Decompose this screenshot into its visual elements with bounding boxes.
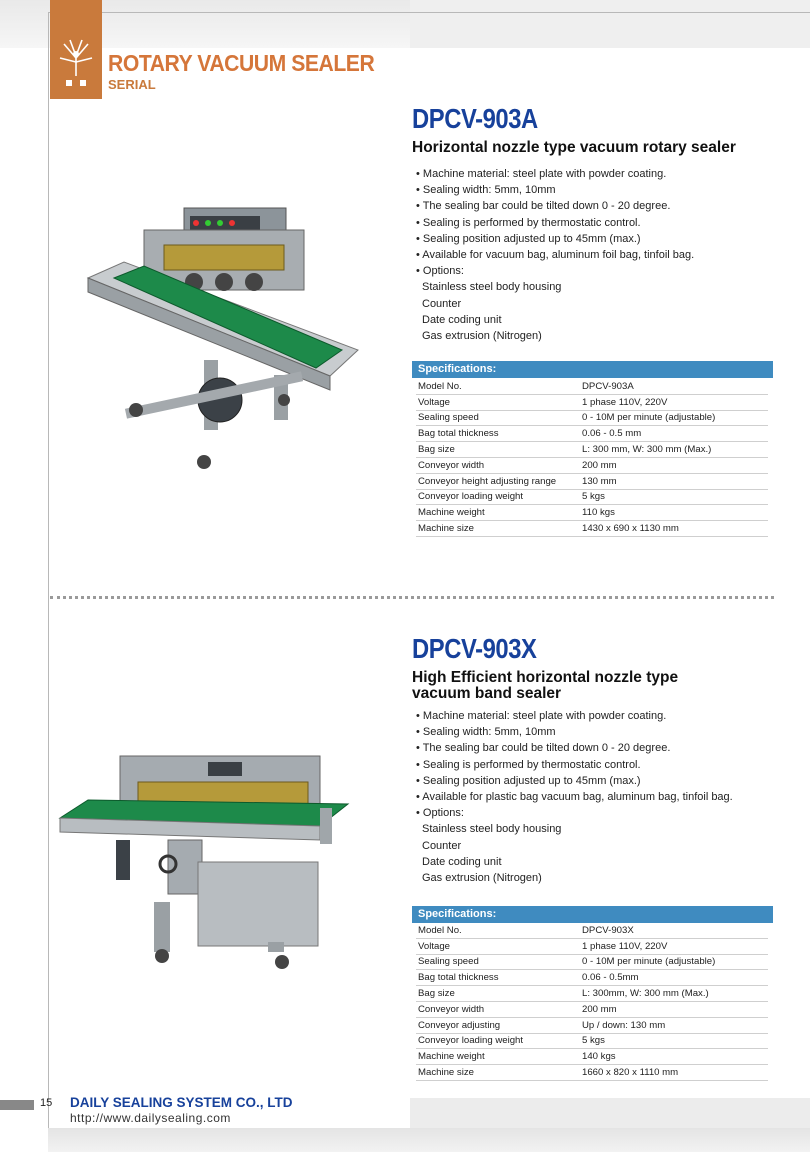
spec-key: Model No. [416,379,580,394]
spec-value: 5 kgs [580,1033,768,1049]
spec-value: 200 mm [580,457,768,473]
feature-item: • Available for plastic bag vacuum bag, aluminum bag, tinfoil bag. [416,791,733,804]
option-item: Stainless steel body housing [422,823,562,836]
spec-value: 200 mm [580,1001,768,1017]
spec-value: Up / down: 130 mm [580,1017,768,1033]
spec-value: 1 phase 110V, 220V [580,938,768,954]
section-title: ROTARY VACUUM SEALER [108,50,375,76]
section-subtitle: SERIAL [108,77,156,92]
table-row [416,379,768,394]
spec-key: Bag size [416,442,580,458]
table-row [416,505,768,521]
product1-name: Horizontal nozzle type vacuum rotary sealer [412,139,736,156]
logo-flower-icon [54,36,98,88]
product1-model: DPCV-903A [412,103,538,134]
spec-value: 0 - 10M per minute (adjustable) [580,954,768,970]
option-item: Stainless steel body housing [422,281,562,294]
footer-bottom-band [48,1128,810,1152]
rotary-sealer-image [84,200,374,480]
spec-key: Machine weight [416,1049,580,1065]
feature-item: • Available for vacuum bag, aluminum foil bag, tinfoil bag. [416,249,695,262]
product1-features [416,166,694,344]
product2-spec-table [416,923,768,1081]
spec-key: Bag total thickness [416,426,580,442]
spec-value: 1430 x 690 x 1130 mm [580,521,768,537]
feature-item: • Sealing position adjusted up to 45mm (max.) [416,232,641,245]
spec-key: Sealing speed [416,954,580,970]
table-row [416,426,768,442]
table-row [416,938,768,954]
spec-key: Machine weight [416,505,580,521]
product2-name-line2: vacuum band sealer [412,685,562,702]
product2-features [416,708,733,886]
table-row [416,457,768,473]
product2-spec-header: Specifications: [412,906,773,923]
table-row [416,442,768,458]
spec-key: Conveyor loading weight [416,1033,580,1049]
spec-value: 0 - 10M per minute (adjustable) [580,410,768,426]
feature-item: • The sealing bar could be tilted down 0 - 20 degree. [416,200,671,213]
spec-value: 140 kgs [580,1049,768,1065]
spec-key: Machine size [416,521,580,537]
table-row [416,1033,768,1049]
spec-value: 1660 x 820 x 1110 mm [580,1065,768,1081]
spec-value: L: 300 mm, W: 300 mm (Max.) [580,442,768,458]
page-number-bar [0,1100,34,1110]
table-row [416,473,768,489]
table-row [416,1049,768,1065]
spec-key: Conveyor width [416,457,580,473]
feature-item: • Sealing width: 5mm, 10mm [416,184,556,197]
company-name: DAILY SEALING SYSTEM CO., LTD [70,1095,293,1110]
spec-key: Machine size [416,1065,580,1081]
table-row [416,970,768,986]
table-row [416,1017,768,1033]
brand-logo [50,0,102,99]
feature-item: • Machine material: steel plate with powder coating. [416,710,667,722]
option-item: Gas extrusion (Nitrogen) [422,330,542,343]
feature-item: • Sealing position adjusted up to 45mm (max.) [416,774,641,787]
spec-value: DPCV-903A [580,379,768,394]
spec-value: 110 kgs [580,505,768,521]
feature-item: • Options: [416,807,464,820]
product2-name-line1: High Efficient horizontal nozzle type [412,669,679,686]
feature-item: • Options: [416,265,464,278]
table-row [416,410,768,426]
company-url[interactable]: http://www.dailysealing.com [70,1111,231,1125]
spec-value: 130 mm [580,473,768,489]
spec-key: Model No. [416,923,580,938]
spec-key: Conveyor loading weight [416,489,580,505]
table-row [416,1065,768,1081]
feature-item: • Sealing is performed by thermostatic control. [416,758,641,771]
spec-value: 0.06 - 0.5mm [580,970,768,986]
table-row [416,394,768,410]
table-row [416,986,768,1002]
spec-key: Conveyor height adjusting range [416,473,580,489]
feature-item: • Sealing is performed by thermostatic control. [416,216,641,229]
option-item: Date coding unit [422,855,502,868]
page-number: 15 [40,1097,53,1109]
spec-value: 0.06 - 0.5 mm [580,426,768,442]
spec-key: Conveyor adjusting [416,1017,580,1033]
section-divider [50,596,774,599]
spec-value: DPCV-903X [580,923,768,938]
footer-band [410,1098,810,1128]
spec-key: Bag total thickness [416,970,580,986]
table-row [416,521,768,537]
table-row [416,489,768,505]
spec-value: L: 300mm, W: 300 mm (Max.) [580,986,768,1002]
option-item: Date coding unit [422,313,502,326]
band-sealer-image [58,752,408,977]
feature-item: • The sealing bar could be tilted down 0 - 20 degree. [416,742,671,755]
spec-key: Bag size [416,986,580,1002]
table-row [416,923,768,938]
spec-value: 5 kgs [580,489,768,505]
feature-item: • Machine material: steel plate with powder coating. [416,168,667,180]
product1-spec-table [416,379,768,537]
product2-model: DPCV-903X [412,633,537,664]
spec-key: Voltage [416,394,580,410]
option-item: Counter [422,297,462,310]
option-item: Gas extrusion (Nitrogen) [422,872,542,885]
table-row [416,1001,768,1017]
spec-key: Sealing speed [416,410,580,426]
product1-spec-header: Specifications: [412,361,773,378]
spec-key: Conveyor width [416,1001,580,1017]
spec-value: 1 phase 110V, 220V [580,394,768,410]
table-row [416,954,768,970]
product2-name [412,670,772,702]
feature-item: • Sealing width: 5mm, 10mm [416,726,556,739]
option-item: Counter [422,839,462,852]
spec-key: Voltage [416,938,580,954]
